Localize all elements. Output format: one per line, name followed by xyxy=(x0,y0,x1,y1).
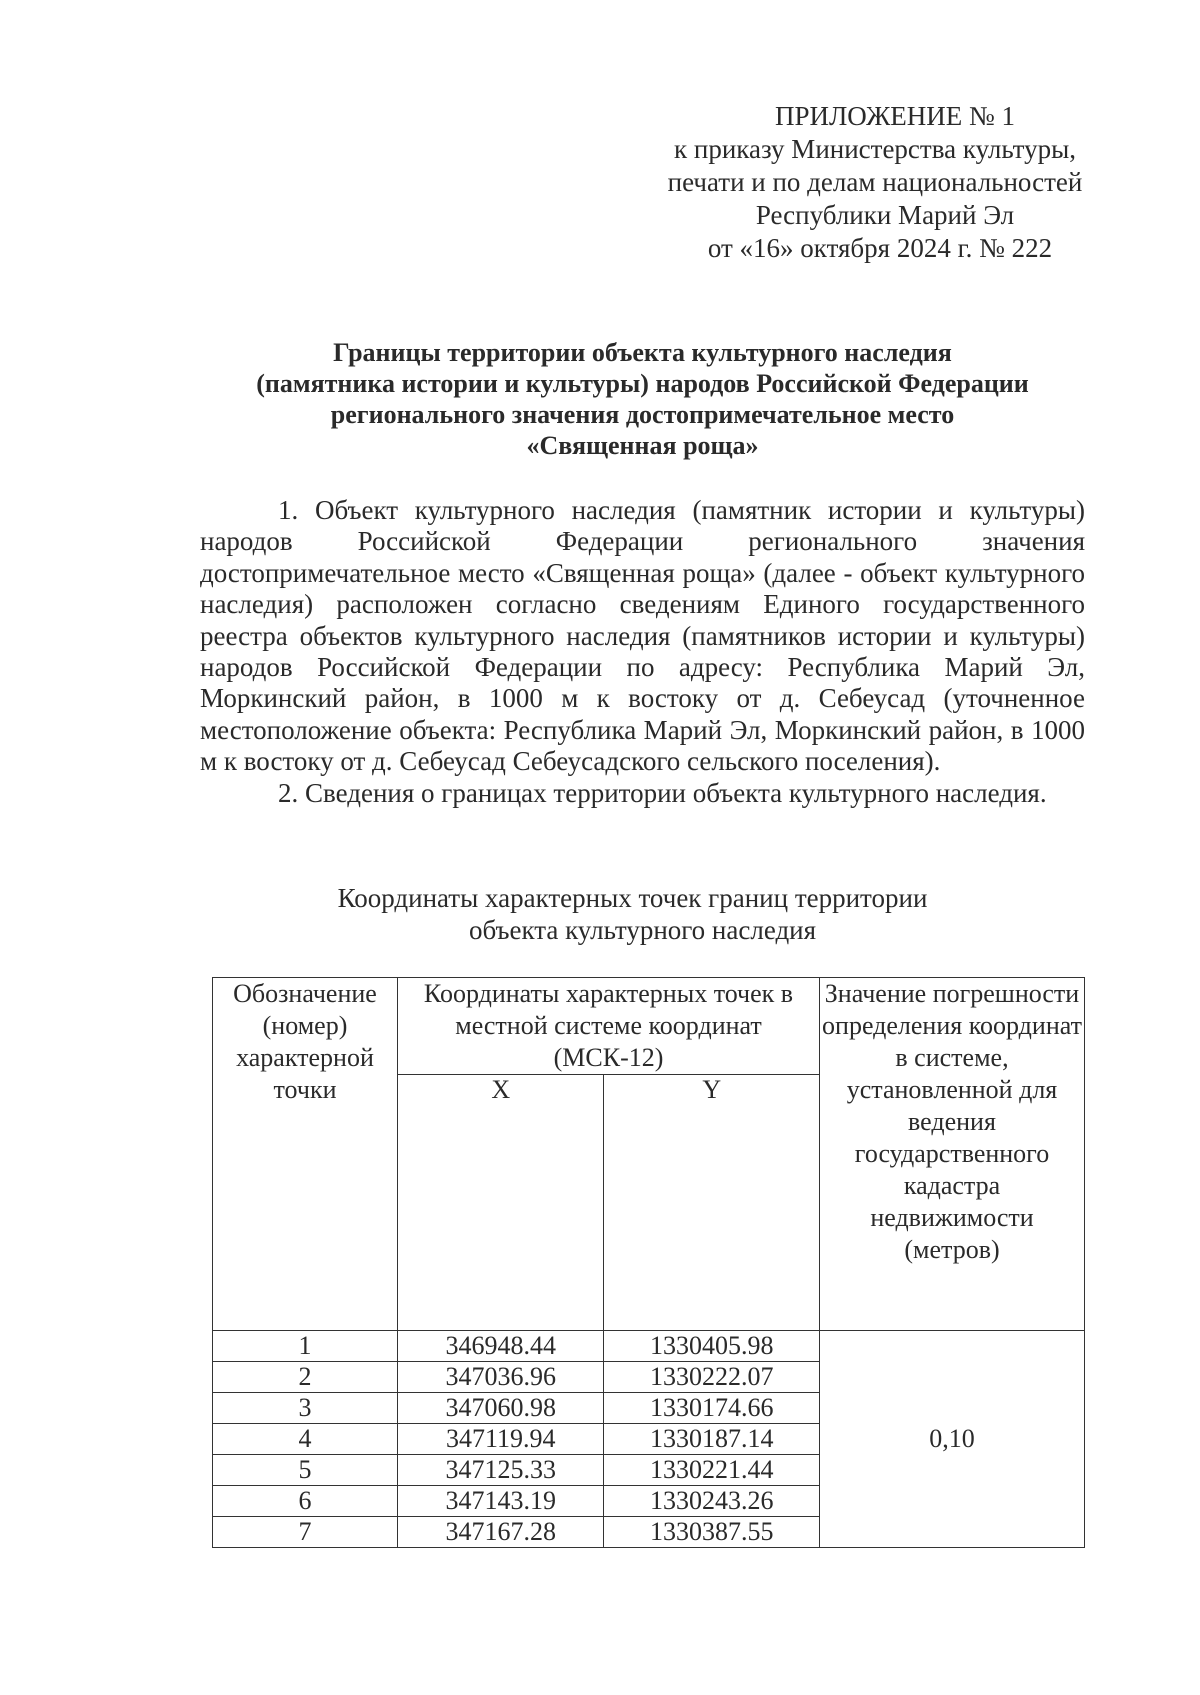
appendix-date-line: от «16» октября 2024 г. № 222 xyxy=(707,233,1053,263)
document-title xyxy=(200,337,1085,461)
x-cell: 346948.44 xyxy=(398,1331,604,1362)
caption-line: объекта культурного наследия xyxy=(468,915,817,945)
x-cell: 347143.19 xyxy=(398,1486,604,1517)
body-text xyxy=(200,495,1085,809)
y-cell: 1330222.07 xyxy=(604,1362,820,1393)
appendix-ministry-line: печати и по делам национальностей xyxy=(667,167,1083,197)
title-line: «Священная роща» xyxy=(526,431,759,460)
y-cell: 1330221.44 xyxy=(604,1455,820,1486)
caption-line: Координаты характерных точек границ территории xyxy=(337,883,928,913)
x-cell: 347125.33 xyxy=(398,1455,604,1486)
paragraph-1: 1. Объект культурного наследия (памятник истории и культуры) народов Российской Федерации регионального значения достопримечательное место «Священная роща» (далее - объект культурного наследия) расположен согласно сведениям Единого государственного реестра объектов культурного наследия (памятников истории и культуры) народов Российской Федерации по адресу: Республика Марий Эл, Моркинский район, в 1000 м к востоку от д. Себеусад (уточненное местоположение объекта: Республика Марий Эл, Моркинский район, в 1000 м к востоку от д. Себеусад Себеусадского сельского поселения). xyxy=(200,495,1085,777)
x-cell: 347060.98 xyxy=(398,1393,604,1424)
error-value-cell: 0,10 xyxy=(820,1331,1085,1548)
header-y: Y xyxy=(604,1075,820,1331)
point-cell: 1 xyxy=(213,1331,398,1362)
appendix-order-line: к приказу Министерства культуры, xyxy=(674,134,1076,164)
point-cell: 4 xyxy=(213,1424,398,1455)
appendix-republic-line: Республики Марий Эл xyxy=(755,200,1015,230)
y-cell: 1330187.14 xyxy=(604,1424,820,1455)
table-row xyxy=(213,1331,1085,1362)
header-point-number: Обозначение (номер) характерной точки xyxy=(213,978,398,1331)
x-cell: 347036.96 xyxy=(398,1362,604,1393)
x-cell: 347167.28 xyxy=(398,1517,604,1548)
point-cell: 6 xyxy=(213,1486,398,1517)
coordinates-table xyxy=(212,977,1085,1548)
paragraph-2: 2. Сведения о границах территории объекта культурного наследия. xyxy=(278,777,1047,808)
x-cell: 347119.94 xyxy=(398,1424,604,1455)
appendix-header xyxy=(640,100,1110,265)
title-line: регионального значения достопримечательное место xyxy=(330,400,955,429)
point-cell: 5 xyxy=(213,1455,398,1486)
header-x: X xyxy=(398,1075,604,1331)
appendix-number: ПРИЛОЖЕНИЕ № 1 xyxy=(774,101,1016,131)
title-line: (памятника истории и культуры) народов Российской Федерации xyxy=(256,369,1029,398)
header-error: Значение погрешности определения координат в системе, установленной для ведения государственного кадастра недвижимости (метров) xyxy=(820,978,1085,1331)
table-caption xyxy=(200,882,1085,946)
title-line: Границы территории объекта культурного наследия xyxy=(333,338,952,367)
y-cell: 1330243.26 xyxy=(604,1486,820,1517)
header-coordinates: Координаты характерных точек в местной системе координат (МСК-12) xyxy=(398,978,820,1075)
y-cell: 1330387.55 xyxy=(604,1517,820,1548)
point-cell: 2 xyxy=(213,1362,398,1393)
point-cell: 3 xyxy=(213,1393,398,1424)
y-cell: 1330405.98 xyxy=(604,1331,820,1362)
point-cell: 7 xyxy=(213,1517,398,1548)
y-cell: 1330174.66 xyxy=(604,1393,820,1424)
